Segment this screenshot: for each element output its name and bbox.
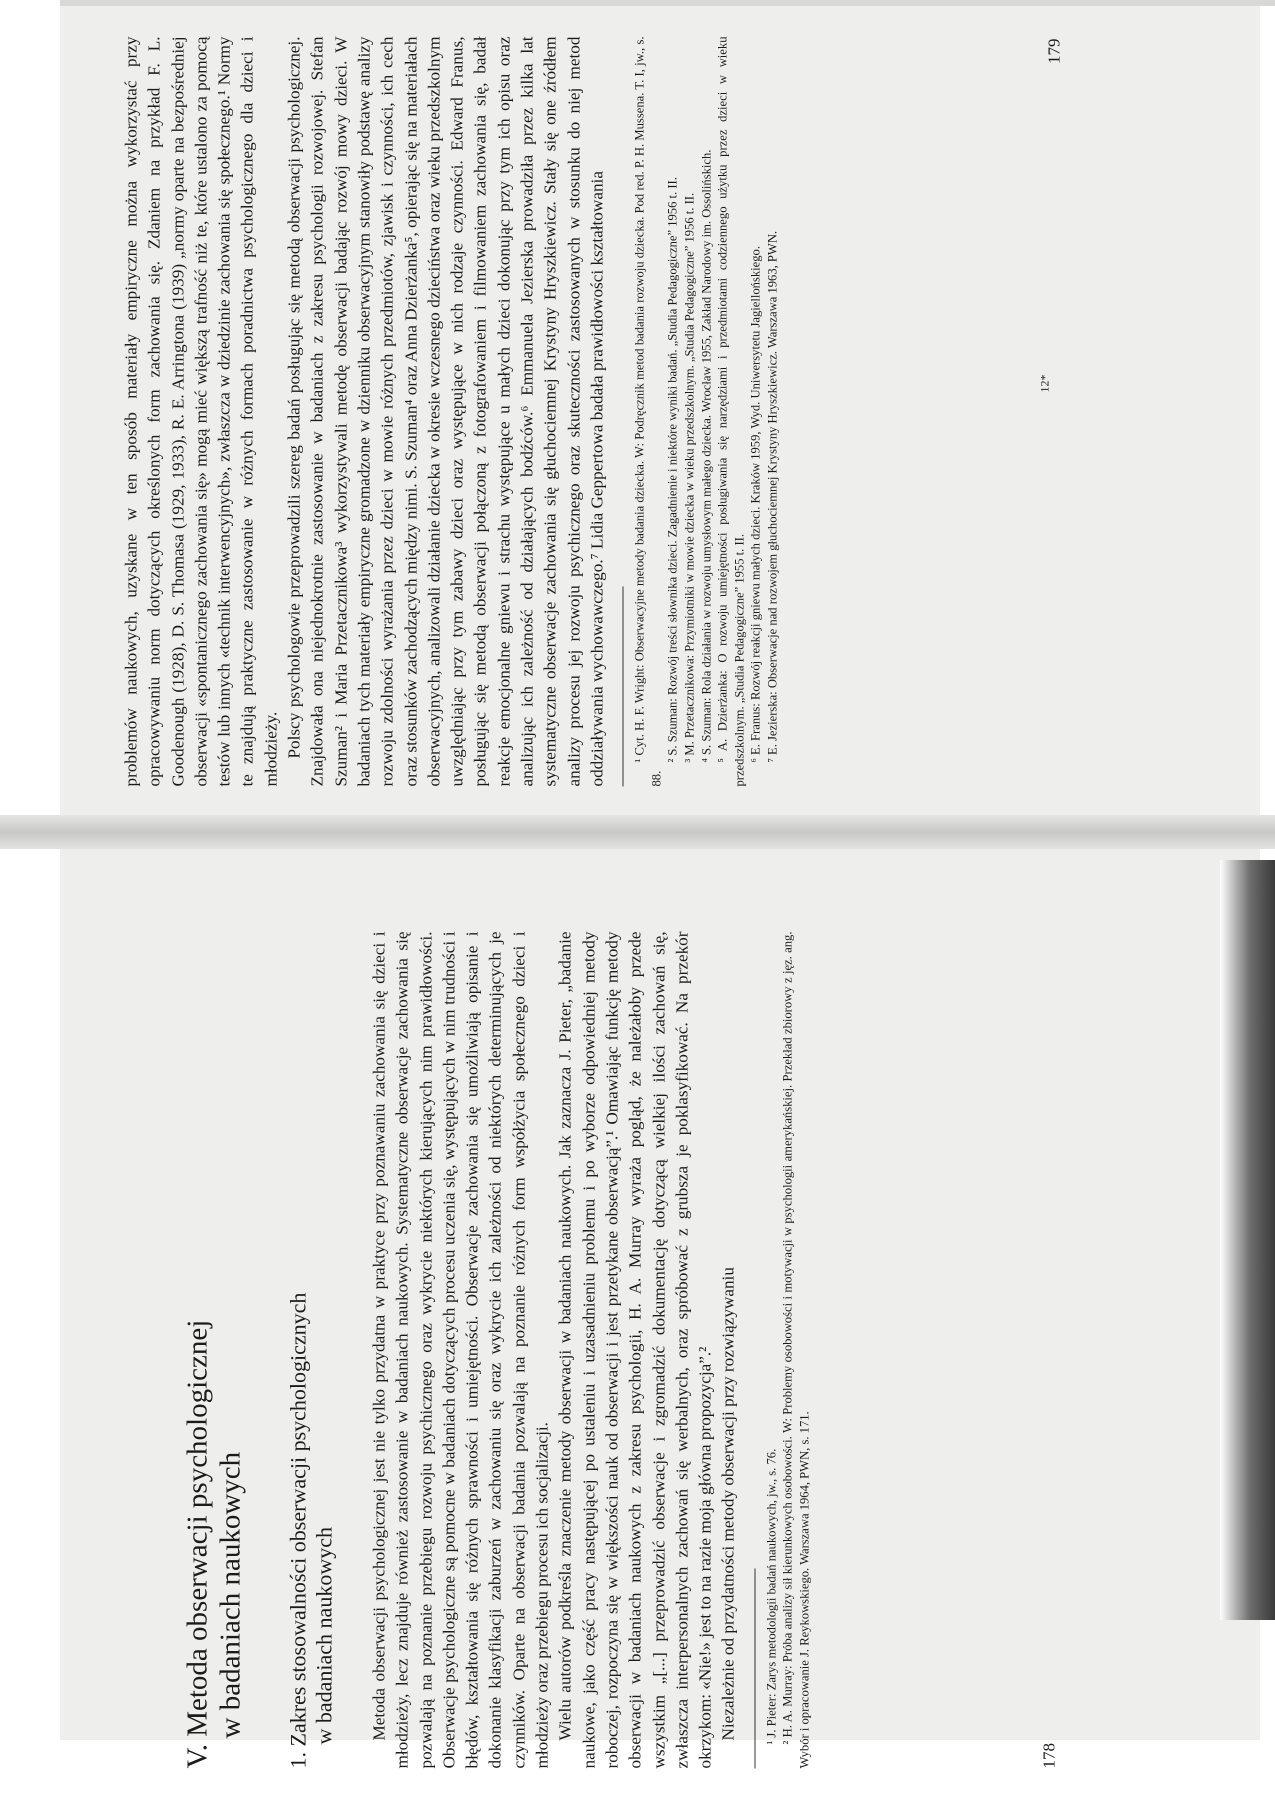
- body-paragraph: Polscy psychologowie przeprowadzili szereg badań posługując się metodą obserwacji psychologicznej. Znajdowała ona niejednokrotnie zastosowanie w badaniach z zakresu psychologii rozwojowej. Stefan Szuman² i Maria Przetacznikowa³ wykorzystywali metodę obserwacji badając rozwój mowy dzieci. W badaniach tych materiały empiryczne gromadzone w dzienniku obserwacyjnym stanowiły podstawę analizy rozwoju zdolności wyrażania przez dzieci w mowie różnych przedmiotów, zjawisk i czynności, ich cech oraz stosunków zachodzących między nimi. S. Szuman⁴ oraz Anna Dzierżanka⁵, opierając się na materiałach obserwacyjnych, analizowali działanie dziecka w okresie wczesnego dzieciństwa oraz wieku przedszkolnym uwzględniając przy tym zabawy dzieci oraz występujące w nich rodzaje czynności. Edward Franus, posługując się metodą obserwacji połączoną z fotografowaniem i filmowaniem zachowania się, badał reakcje emocjonalne gniewu i strachu występujące u małych dzieci dokonując przy tym ich opisu oraz analizując ich zależność od działających bodźców.⁶ Emmanuela Jezierska prowadziła przez kilka lat systematyczne obserwacje zachowania się głuchociemnej Krystyny Hryszkiewicz. Stały się one źródłem analizy procesu jej rozwoju psychicznego oraz skuteczności zastosowanych w stosunku do niej metod oddziaływania wychowawczego.⁷ Lidia Geppertowa badała prawidłowości kształtowania: [284, 36, 607, 787]
- footnote: ⁵ A. Dzierżanka: O rozwoju umiejętności posługiwania się narzędziami i przedmiotami codziennego użytku przez dzieci w wieku przedszkolnym. „Studia Pedagogiczne” 1955 t. II.: [715, 36, 747, 787]
- book-top-edge: [60, 0, 1275, 6]
- section-title: [286, 932, 338, 1769]
- footnote: ⁴ S. Szuman: Rola działania w rozwoju umysłowym małego dziecka. Wrocław 1955, Zakład Narodowy im. Ossolińskich.: [699, 149, 714, 763]
- footnote: ⁶ E. Franus: Rozwój reakcji gniewu małych dzieci. Kraków 1959, Wyd. Uniwersytetu Jagiellońskiego.: [748, 246, 763, 763]
- chapter-title-line: w badaniach naukowych: [214, 1451, 247, 1739]
- page-edge-shadow: [1220, 860, 1275, 1620]
- footnote: ¹ Cyt. H. F. Wright: Obserwacyjne metody badania dziecka. W: Podręcznik metod badania rozwoju dziecka. Pod red. P. H. Mussena. T. I, jw., s. 88.: [632, 36, 664, 787]
- footnote: ² S. Szuman: Rozwój treści słownika dzieci. Zagadnienie i niektóre wyniki badań. „Studia Pedagogiczne” 1956 t. II.: [665, 177, 680, 763]
- chapter-title: [182, 932, 248, 1769]
- footnote: ⁷ E. Jezierska: Obserwacje nad rozwojem głuchociemnej Krystyny Hryszkiewicz. Warszawa 1963, PWN.: [765, 230, 780, 763]
- section-title-line: 1. Zakres stosowalności obserwacji psychologicznych: [285, 1292, 311, 1769]
- footnote-rule: [754, 1569, 755, 1769]
- footnote: ² H. A. Murray: Próba analizy sił kierunkowych osobowości. W: Problemy osobowości i motywacji w psychologii amerykańskiej. Przekład zbiorowy z jęz. ang. Wybór i opracowanie J. Reykowskiego. Warszawa 1964, PWN, s. 171.: [780, 931, 812, 1769]
- body-paragraph: problemów naukowych, uzyskane w ten sposób materiały empiryczne można wykorzystać przy opracowywaniu norm dotyczących określonych form zachowania się. Zdaniem na przykład F. L. Goodenough (1928), D. S. Thomasa (1929, 1933), R. E. Arringtona (1939) „normy oparte na bezpośredniej obserwacji «spontanicznego zachowania się» mogą mieć większą trafność niż te, które ustalono za pomocą testów lub innych «technik interwencyjnych», zwłaszcza w dziedzinie zachowania się społecznego.¹ Normy te znajdują praktyczne zastosowanie w różnych formach poradnictwa psychologicznego dla dzieci i młodzieży.: [121, 36, 281, 787]
- body-paragraph: Metoda obserwacji psychologicznej jest nie tylko przydatna w praktyce przy poznawaniu zachowania się dzieci i młodzieży, lecz znajduje również zastosowanie w badaniach naukowych. Systematyczne obserwacje zachowania się pozwalają na poznanie przebiegu rozwoju psychicznego oraz wykrycie niektórych kierujących nim prawidłowości. Obserwacje psychologiczne są pomocne w badaniach dotyczących procesu uczenia się, występujących w nim trudności i błędów, kształtowania się różnych sprawności i umiejętności. Obserwacje zachowania się umożliwiają opisanie i dokonanie klasyfikacji zaburzeń w zachowaniu się oraz wykrycie ich zależności od niektórych determinujących je czynników. Oparte na obserwacji badania pozwalają na poznanie różnych form współżycia społecznego dzieci i młodzieży oraz przebiegu procesu ich socjalizacji.: [369, 931, 552, 1769]
- page-178: [100, 906, 1090, 1795]
- printer-signature: 12*: [1037, 374, 1052, 393]
- page-number: 178: [1039, 1743, 1059, 1769]
- body-paragraph: Niezależnie od przydatności metody obserwacji przy rozwiązywaniu: [718, 1267, 738, 1741]
- book-spine: [0, 815, 1275, 849]
- body-paragraph: Wielu autorów podkreśla znaczenie metody obserwacji w badaniach naukowych. Jak zaznacza J. Pieter, „badanie naukowe, jako część pracy następującej po ustaleniu i uzasadnieniu problemu i po wyborze odpowiedniej metody roboczej, rozpoczyna się w większości nauk od obserwacji i jest przetykane obserwacją”.¹ Omawiając funkcję metody obserwacji w badaniach naukowych z zakresu psychologii, H. A. Murray wyraża pogląd, że należałoby przede wszystkim „[...] przeprowadzić obserwacje i zgromadzić dokumentację dotyczącą wielkiej ilości zachowań się, zwłaszcza interpersonalnych zachowań się werbalnych, oraz spróbować z grubsza je poklasyfikować. Na przekór okrzykom: «Nie!» jest to na razie moja główna propozycja”.²: [555, 931, 715, 1769]
- chapter-title-line: V. Metoda obserwacji psychologicznej: [181, 1319, 214, 1769]
- footnote: ¹ J. Pieter: Zarys metodologii badań naukowych, jw., s. 76.: [764, 1448, 779, 1745]
- footnote-rule: [623, 587, 624, 787]
- section-title-line: w badaniach naukowych: [311, 1527, 337, 1745]
- page-number: 179: [1044, 38, 1064, 64]
- page-179: [100, 11, 1105, 813]
- footnote: ³ M. Przetacznikowa: Przymiotniki w mowie dziecka w wieku przedszkolnym. „Studia Pedagogiczne” 1956 t. II.: [682, 192, 697, 763]
